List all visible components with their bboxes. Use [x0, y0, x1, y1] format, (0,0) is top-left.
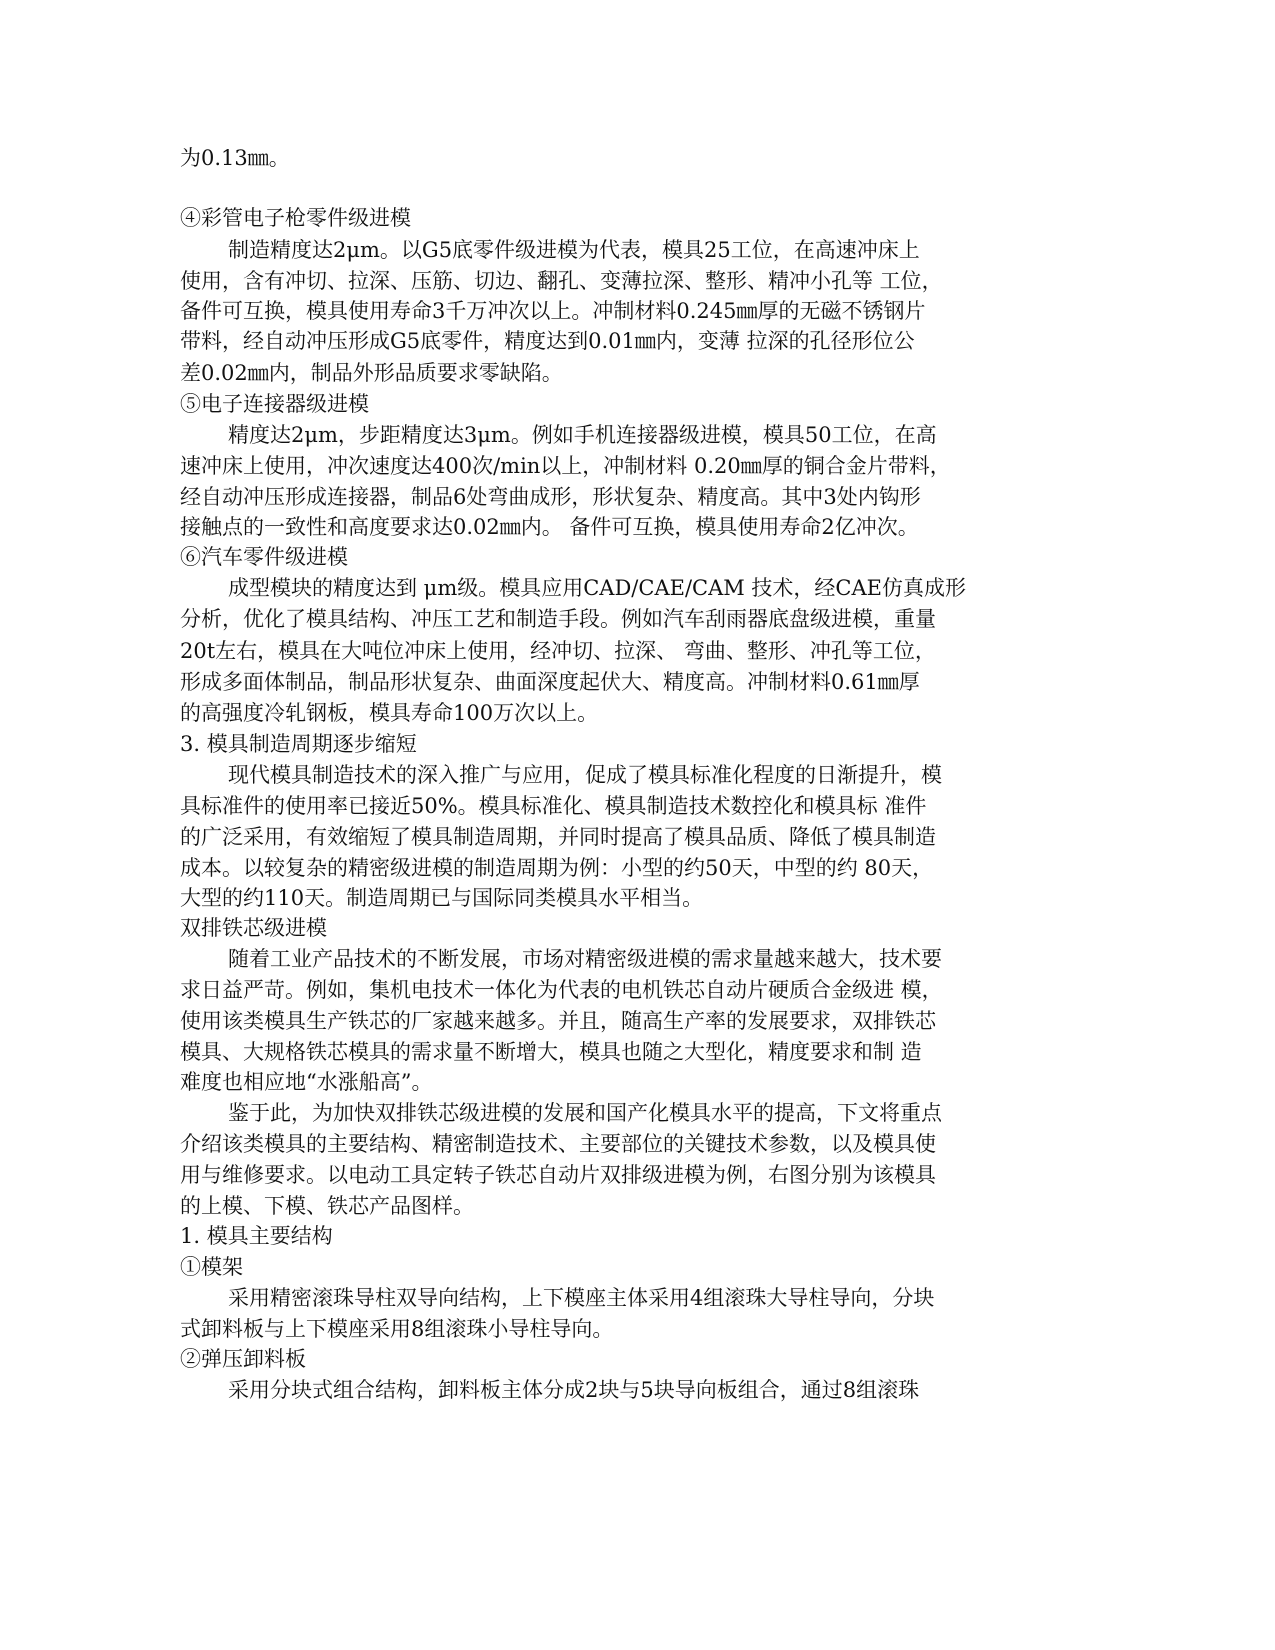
text-line: 精度达2μm，步距精度达3μm。例如手机连接器级进模，模具50工位，在高 [228, 423, 937, 447]
text-line: ①模架 [180, 1255, 243, 1279]
text-line: 现代模具制造技术的深入推广与应用，促成了模具标准化程度的日渐提升，模 [228, 763, 942, 787]
text-line: ⑥汽车零件级进模 [180, 545, 348, 569]
text-line: 成本。以较复杂的精密级进模的制造周期为例：小型的约50天，中型的约 80天， [180, 856, 934, 880]
text-line: 备件可互换，模具使用寿命3千万冲次以上。冲制材料0.245㎜厚的无磁不锈钢片 [180, 299, 926, 323]
text-line: 具标准件的使用率已接近50%。模具标准化、模具制造技术数控化和模具标 准件 [180, 794, 927, 818]
text-line: 介绍该类模具的主要结构、精密制造技术、主要部位的关键技术参数，以及模具使 [180, 1132, 936, 1156]
text-line: 模具、大规格铁芯模具的需求量不断增大，模具也随之大型化，精度要求和制 造 [180, 1040, 922, 1064]
text-line: 随着工业产品技术的不断发展，市场对精密级进模的需求量越来越大，技术要 [228, 947, 942, 971]
text-line: 制造精度达2μm。以G5底零件级进模为代表，模具25工位，在高速冲床上 [228, 238, 920, 262]
text-line: 分析，优化了模具结构、冲压工艺和制造手段。例如汽车刮雨器底盘级进模，重量 [180, 607, 936, 631]
text-line: 鉴于此，为加快双排铁芯级进模的发展和国产化模具水平的提高，下文将重点 [228, 1101, 942, 1125]
text-line: ②弹压卸料板 [180, 1347, 306, 1371]
text-line: 使用，含有冲切、拉深、压筋、切边、翻孔、变薄拉深、整形、精冲小孔等 工位， [180, 269, 943, 293]
text-line: 的广泛采用，有效缩短了模具制造周期，并同时提高了模具品质、降低了模具制造 [180, 825, 936, 849]
text-line: 采用分块式组合结构，卸料板主体分成2块与5块导向板组合，通过8组滚珠 [228, 1378, 920, 1402]
text-line: 大型的约110天。制造周期已与国际同类模具水平相当。 [180, 886, 704, 910]
text-line: 3. 模具制造周期逐步缩短 [180, 732, 417, 756]
text-line: ⑤电子连接器级进模 [180, 392, 369, 416]
text-line: 速冲床上使用，冲次速度达400次/min以上，冲制材料 0.20㎜厚的铜合金片带料， [180, 454, 951, 478]
text-line: 使用该类模具生产铁芯的厂家越来越多。并且，随高生产率的发展要求，双排铁芯 [180, 1009, 936, 1033]
text-line: 成型模块的精度达到 μm级。模具应用CAD/CAE/CAM 技术，经CAE仿真成形 [228, 576, 966, 600]
text-line: 差0.02㎜内，制品外形品质要求零缺陷。 [180, 361, 563, 385]
text-line: 双排铁芯级进模 [180, 916, 327, 940]
text-line: 采用精密滚珠导柱双导向结构，上下模座主体采用4组滚珠大导柱导向，分块 [228, 1286, 935, 1310]
text-line: 形成多面体制品，制品形状复杂、曲面深度起伏大、精度高。冲制材料0.61㎜厚 [180, 670, 920, 694]
text-line: 20t左右，模具在大吨位冲床上使用，经冲切、拉深、 弯曲、整形、冲孔等工位， [180, 639, 936, 663]
text-line: 的上模、下模、铁芯产品图样。 [180, 1194, 474, 1218]
text-line: 用与维修要求。以电动工具定转子铁芯自动片双排级进模为例，右图分别为该模具 [180, 1163, 936, 1187]
text-line: 1. 模具主要结构 [180, 1224, 333, 1248]
text-line: 接触点的一致性和高度要求达0.02㎜内。 备件可互换，模具使用寿命2亿冲次。 [180, 515, 919, 539]
text-line: 的高强度冷轧钢板，模具寿命100万次以上。 [180, 701, 599, 725]
text-line: 带料，经自动冲压形成G5底零件，精度达到0.01㎜内，变薄 拉深的孔径形位公 [180, 329, 915, 353]
text-line: 为0.13㎜。 [180, 146, 290, 170]
text-line: 式卸料板与上下模座采用8组滚珠小导柱导向。 [180, 1317, 614, 1341]
text-line: 经自动冲压形成连接器，制品6处弯曲成形，形状复杂、精度高。其中3处内钩形 [180, 485, 921, 509]
text-line: 求日益严苛。例如，集机电技术一体化为代表的电机铁芯自动片硬质合金级进 模， [180, 978, 943, 1002]
text-line: 难度也相应地“水涨船高”。 [180, 1070, 433, 1094]
text-line: ④彩管电子枪零件级进模 [180, 206, 411, 230]
